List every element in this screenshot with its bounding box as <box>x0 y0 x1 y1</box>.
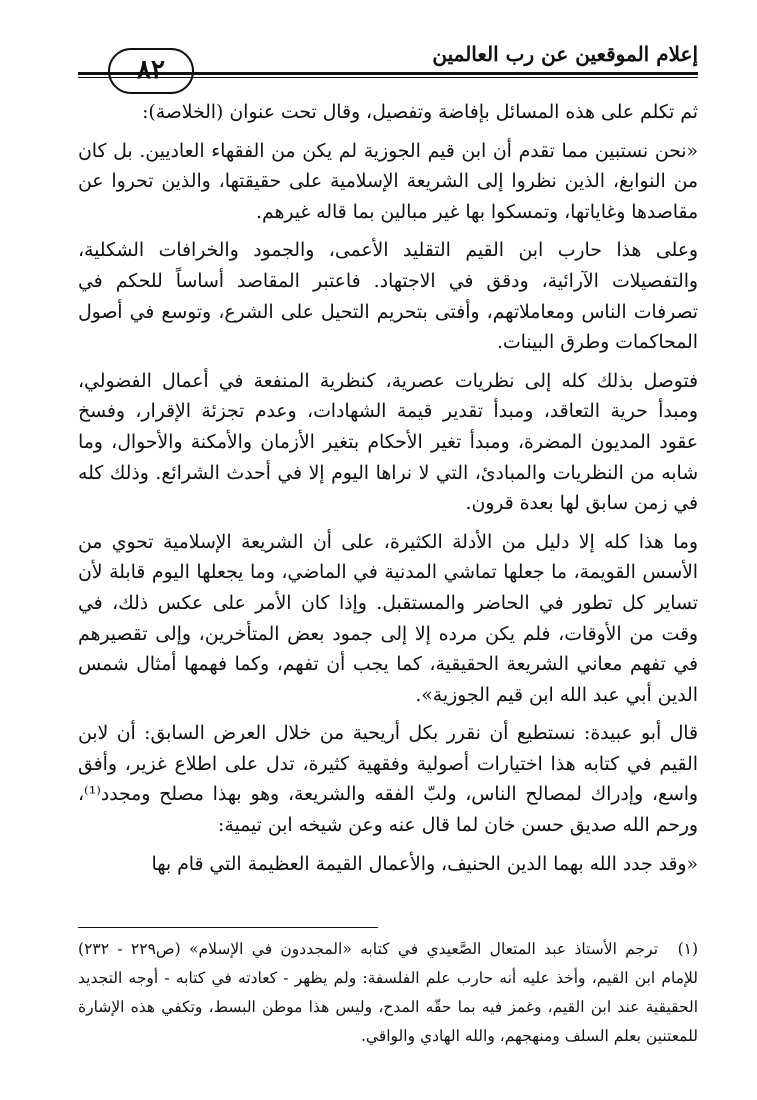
page-header <box>78 38 698 88</box>
paragraph: وما هذا كله إلا دليل من الأدلة الكثيرة، على أن الشريعة الإسلامية تحوي من الأسس القويمة، ما جعلها تماشي المدنية في الماضي، وما يجعلها اليوم قابلة لأن تساير كل تطور في الحاضر والمستقبل. وإذا كان الأمر على عكس ذلك، في وقت من الأوقات، فلم يكن مرده إلا إلى جمود بعض المتأخرين، وإلى تقصيرهم في تفهم معاني الشريعة الحقيقية، كما يجب أن تفهم، وكما فهمها أمثال شمس الدين أبي عبد الله ابن قيم الجوزية». <box>78 531 698 706</box>
paragraph: فتوصل بذلك كله إلى نظريات عصرية، كنظرية المنفعة في أعمال الفضولي، ومبدأ حرية التعاقد، ومبدأ تقدير قيمة الشهادات، وعدم تجزئة الإقرار، وفسخ عقود المديون المضرة، ومبدأ تغير الأحكام بتغير الأزمان والأمكنة والأحوال، وما شابه من النظريات والمبادئ، التي لا نراها اليوم إلا في أحدث الشرائع. وذلك كله في زمن سابق لها بعدة قرون. <box>78 370 698 515</box>
paragraph: وعلى هذا حارب ابن القيم التقليد الأعمى، والجمود والخرافات الشكلية، والتفصيلات الآرائية، ودقق في الاجتهاد. فاعتبر المقاصد أساساً للحكم في تصرفات الناس ومعاملاتهم، وأفتى بتحريم التحيل على الشرع، وتوسع في أصول المحاكمات وطرق البينات. <box>78 240 698 354</box>
footnote-marker: (١) <box>677 940 699 958</box>
footnote-text: ترجم الأستاذ عبد المتعال الصَّعيدي في كتابه «المجددون في الإسلام» (ص٢٢٩ - ٢٣٢) للإمام ابن القيم، وأخذ عليه أنه حارب علم الفلسفة: ولم يظهر - كعادته في كتابه - أوجه التجديد الحقيقية عند ابن القيم، وغمز فيه بما حقّه المدح، وليس هذا موطن البسط، وتكفي هذه الإشارة للمعتنين بعلم السلف ومنهجهم، والله الهادي والواقي. <box>78 940 698 1045</box>
body-text <box>78 98 698 880</box>
paragraph: «نحن نستبين مما تقدم أن ابن قيم الجوزية لم يكن من الفقهاء العاديين. بل كان من النوابغ، الذين نظروا إلى الشريعة الإسلامية على حقيقتها، والذين تحروا عن مقاصدها وغاياتها، وتمسكوا بها غير مبالين بما قاله غيرهم. <box>78 140 698 223</box>
paragraph: ثم تكلم على هذه المسائل بإفاضة وتفصيل، وقال تحت عنوان (الخلاصة): <box>142 102 698 123</box>
footnote-separator <box>78 927 378 928</box>
paragraph: قال أبو عبيدة: نستطيع أن نقرر بكل أريحية من خلال العرض السابق: أن لابن القيم في كتابه هذا اختيارات أصولية وفقهية كثيرة، تدل على اطلاع غزير، وأفق واسع، وإدراك لمصالح الناس، ولبّ الفقه والشريعة، وهو بهذا مصلح ومجدد⁽¹⁾، ورحم الله صديق حسن خان لما قال عنه وعن شيخه ابن تيمية: <box>78 723 698 837</box>
footnote <box>78 935 698 1051</box>
paragraph: «وقد جدد الله بهما الدين الحنيف، والأعمال القيمة العظيمة التي قام بها <box>151 853 698 875</box>
running-title: إعلام الموقعين عن رب العالمين <box>432 42 698 66</box>
header-rule-thin <box>78 77 698 78</box>
page-number: ٨٢ <box>108 48 194 94</box>
header-rule <box>78 72 698 75</box>
